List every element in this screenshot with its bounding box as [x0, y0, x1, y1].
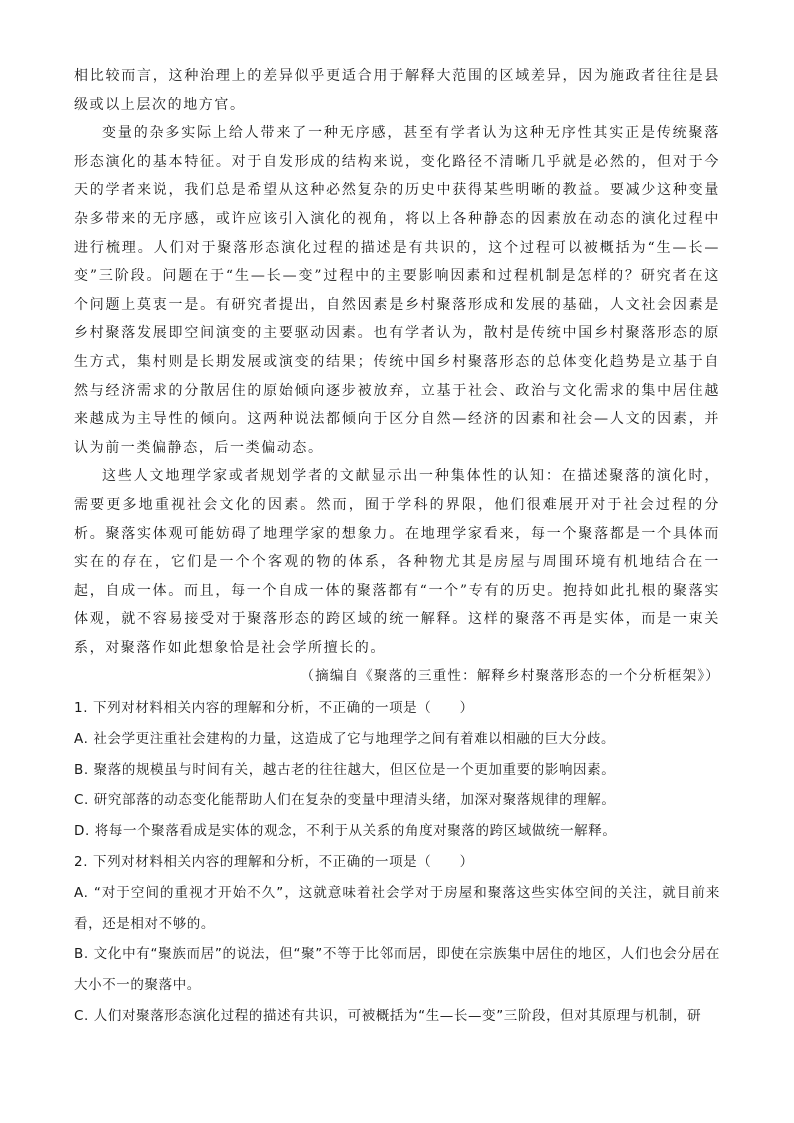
article-paragraph-1: 相比较而言，这种治理上的差异似乎更适合用于解释大范围的区域差异，因为施政者往往是县级或以上层次的地方官。 [74, 68, 720, 113]
questions-section [74, 693, 720, 1032]
question-2-option-b: B. 文化中有“聚族而居”的说法，但“聚”不等于比邻而居，即使在宗族集中居住的地区，人们也会分居在大小不一的聚落中。 [74, 946, 720, 994]
page-content [74, 62, 720, 1032]
article-paragraph-2: 变量的杂多实际上给人带来了一种无序感，甚至有学者认为这种无序性其实正是传统聚落形态演化的基本特征。对于自发形成的结构来说，变化路径不清晰几乎就是必然的，但对于今天的学者来说，我们总是希望从这种必然复杂的历史中获得某些明晰的教益。要减少这种变量杂多带来的无序感，或许应该引入演化的视角，将以上各种静态的因素放在动态的演化过程中进行梳理。人们对于聚落形态演化过程的描述是有共识的，这个过程可以被概括为“生—长—变”三阶段。问题在于“生—长—变”过程中的主要影响因素和过程机制是怎样的？研究者在这个问题上莫衷一是。有研究者提出，自然因素是乡村聚落形成和发展的基础，人文社会因素是乡村聚落发展即空间演变的主要驱动因素。也有学者认为，散村是传统中国乡村聚落形态的原生方式，集村则是长期发展或演变的结果；传统中国乡村聚落形态的总体变化趋势是立基于自然与经济需求的分散居住的原始倾向逐步被放弃，立基于社会、政治与文化需求的集中居住越来越成为主导性的倾向。这两种说法都倾向于区分自然—经济的因素和社会—人文的因素，并认为前一类偏静态，后一类偏动态。 [74, 125, 720, 456]
article-source-citation: （摘编自《聚落的三重性：解释乡村聚落形态的一个分析框架》） [300, 668, 720, 685]
question-1-option-c: C. 研究部落的动态变化能帮助人们在复杂的变量中理清头绪，加深对聚落规律的理解。 [74, 792, 616, 809]
question-2-stem: 2. 下列对材料相关内容的理解和分析，不正确的一项是（ ） [74, 854, 474, 871]
question-2-option-c: C. 人们对聚落形态演化过程的描述有共识，可被概括为“生—长—变”三阶段，但对其原理与机制，研 [74, 1008, 702, 1025]
question-1-stem: 1. 下列对材料相关内容的理解和分析，不正确的一项是（ ） [74, 700, 474, 717]
question-1-option-b: B. 聚落的规模虽与时间有关，越古老的往往越大，但区位是一个更加重要的影响因素。 [74, 761, 616, 778]
question-1-option-a: A. 社会学更注重社会建构的力量，这造成了它与地理学之间有着难以相融的巨大分歧。 [74, 730, 616, 747]
article-paragraph-3: 这些人文地理学家或者规划学者的文献显示出一种集体性的认知：在描述聚落的演化时，需要更多地重视社会文化的因素。然而，囿于学科的界限，他们很难展开对于社会过程的分析。聚落实体观可能妨碍了地理学家的想象力。在地理学家看来，每一个聚落都是一个具体而实在的存在，它们是一个个客观的物的体系，各种物尤其是房屋与周围环境有机地结合在一起，自成一体。而且，每一个自成一体的聚落都有“一个”专有的历史。抱持如此扎根的聚落实体观，就不容易接受对于聚落形态的跨区域的统一解释。这样的聚落不再是实体，而是一束关系，对聚落作如此想象恰是社会学所擅长的。 [74, 468, 720, 656]
question-1-option-d: D. 将每一个聚落看成是实体的观念，不利于从关系的角度对聚落的跨区域做统一解释。 [74, 823, 617, 840]
question-2-option-a: A. “对于空间的重视才开始不久”，这就意味着社会学对于房屋和聚落这些实体空间的关注，就目前来看，还是相对不够的。 [74, 884, 720, 932]
